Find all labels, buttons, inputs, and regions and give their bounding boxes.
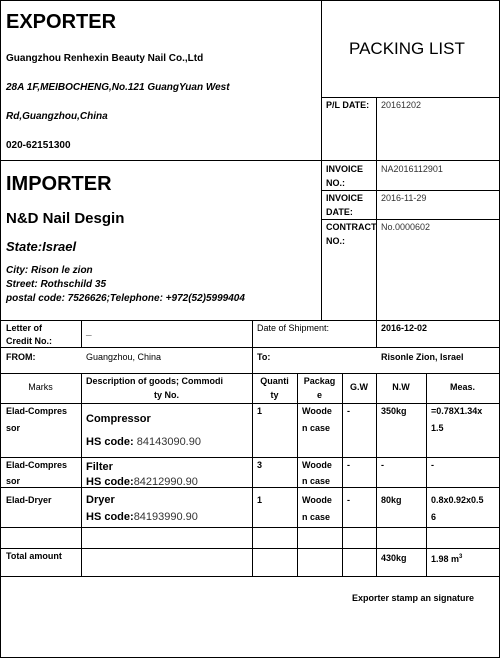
row-3-measurement-line2: 6: [431, 512, 437, 522]
invoice-date-label-line2: DATE:: [326, 207, 353, 217]
row-2-hs-label: HS code:: [86, 476, 134, 488]
credit-value: _: [86, 326, 92, 337]
row-1-package-line2: n case: [302, 423, 331, 433]
row-3-gross-weight: -: [347, 495, 350, 505]
row-3-marks: Elad-Dryer: [6, 495, 52, 505]
importer-heading: IMPORTER: [6, 173, 112, 195]
row-2-product: Filter: [86, 461, 113, 473]
pl-date-value: 20161202: [381, 100, 422, 110]
row-1-marks: Elad-Compres: [6, 406, 68, 416]
row-2-package: Woode: [302, 460, 332, 470]
row-3-quantity: 1: [257, 495, 263, 505]
row-3-hs-value: 84193990.90: [133, 511, 198, 523]
row-1-quantity: 1: [257, 406, 263, 416]
credit-label-line2: Credit No.:: [6, 336, 52, 346]
total-measurement-value: 1.98 m: [431, 554, 460, 564]
exporter-heading: EXPORTER: [6, 11, 117, 33]
row-1-hs-code: [86, 436, 201, 448]
row-1-measurement-line2: 1.5: [431, 423, 444, 433]
importer-state: State:Israel: [6, 239, 77, 254]
invoice-no-value: NA2016112901: [381, 164, 443, 174]
importer-city: City: Rison le zion: [6, 265, 93, 276]
exporter-company: Guangzhou Renhexin Beauty Nail Co.,Ltd: [6, 53, 204, 64]
total-net-weight: 430kg: [381, 553, 407, 563]
column-description-line2: ty No.: [153, 390, 179, 400]
row-3-hs-label: HS code:: [86, 511, 134, 523]
to-label: To:: [257, 352, 271, 362]
row-3-hs-code: [86, 511, 198, 523]
pl-date-label: P/L DATE:: [326, 100, 370, 110]
row-1-hs-label: HS code:: [86, 436, 134, 448]
row-2-quantity: 3: [257, 460, 263, 470]
total-measurement-unit: 3: [459, 554, 463, 560]
column-quantity-line2: ty: [270, 390, 279, 400]
row-2-gross-weight: -: [347, 460, 350, 470]
row-3-net-weight: 80kg: [381, 495, 402, 505]
from-label: FROM:: [6, 352, 36, 362]
row-2-package-line2: n case: [302, 476, 331, 486]
row-2-net-weight: -: [381, 460, 384, 470]
row-3-package-line2: n case: [302, 512, 331, 522]
exporter-stamp-signature: Exporter stamp an signature: [352, 593, 475, 603]
column-package: Packag: [303, 376, 336, 386]
invoice-no-label: INVOICE: [326, 164, 364, 174]
row-1-marks-line2: sor: [6, 423, 21, 433]
row-1-measurement: =0.78X1.34x: [431, 406, 483, 416]
row-2-marks: Elad-Compres: [6, 460, 68, 470]
column-marks: Marks: [28, 382, 53, 392]
invoice-date-label: INVOICE: [326, 193, 364, 203]
importer-company: N&D Nail Desgin: [6, 210, 125, 227]
row-1-package: Woode: [302, 406, 332, 416]
column-gross-weight: G.W: [350, 382, 368, 392]
row-2-marks-line2: sor: [6, 476, 21, 486]
row-3-product: Dryer: [86, 494, 115, 506]
row-2-hs-code: [86, 476, 198, 488]
row-2-measurement: -: [431, 460, 434, 470]
importer-street: Street: Rothschild 35: [6, 279, 107, 290]
shipment-date-value: 2016-12-02: [381, 323, 428, 333]
row-1-gross-weight: -: [347, 406, 350, 416]
from-value: Guangzhou, China: [86, 352, 162, 362]
column-description: Description of goods; Commodi: [86, 376, 223, 386]
document-title: PACKING LIST: [349, 39, 465, 58]
contract-no-label-line2: NO.:: [326, 236, 345, 246]
shipment-date-label: Date of Shipment:: [257, 323, 330, 333]
row-3-package: Woode: [302, 495, 332, 505]
row-1-product: Compressor: [86, 413, 151, 425]
row-2-hs-value: 84212990.90: [133, 476, 198, 488]
contract-no-value: No.0000602: [381, 222, 431, 232]
column-package-line2: e: [316, 390, 322, 400]
exporter-phone: 020-62151300: [6, 140, 71, 151]
row-1-hs-value: 84143090.90: [133, 436, 201, 448]
column-quantity: Quanti: [260, 376, 289, 386]
total-measurement: [431, 554, 462, 565]
column-net-weight: N.W: [392, 382, 410, 392]
total-label: Total amount: [6, 551, 62, 561]
contract-no-label: CONTRACT: [326, 222, 377, 232]
exporter-address-line1: 28A 1F,MEIBOCHENG,No.121 GuangYuan West: [6, 82, 230, 93]
row-1-net-weight: 350kg: [381, 406, 407, 416]
credit-label: Letter of: [6, 323, 42, 333]
invoice-date-value: 2016-11-29: [381, 193, 427, 203]
exporter-address-line2: Rd,Guangzhou,China: [6, 111, 108, 122]
importer-postal-phone: postal code: 7526626;Telephone: +972(52)5999404: [6, 293, 245, 304]
invoice-no-label-line2: NO.:: [326, 178, 345, 188]
column-measurement: Meas.: [449, 382, 475, 392]
row-3-measurement: 0.8x0.92x0.5: [431, 495, 484, 505]
to-value: Risonle Zion, Israel: [381, 352, 464, 362]
